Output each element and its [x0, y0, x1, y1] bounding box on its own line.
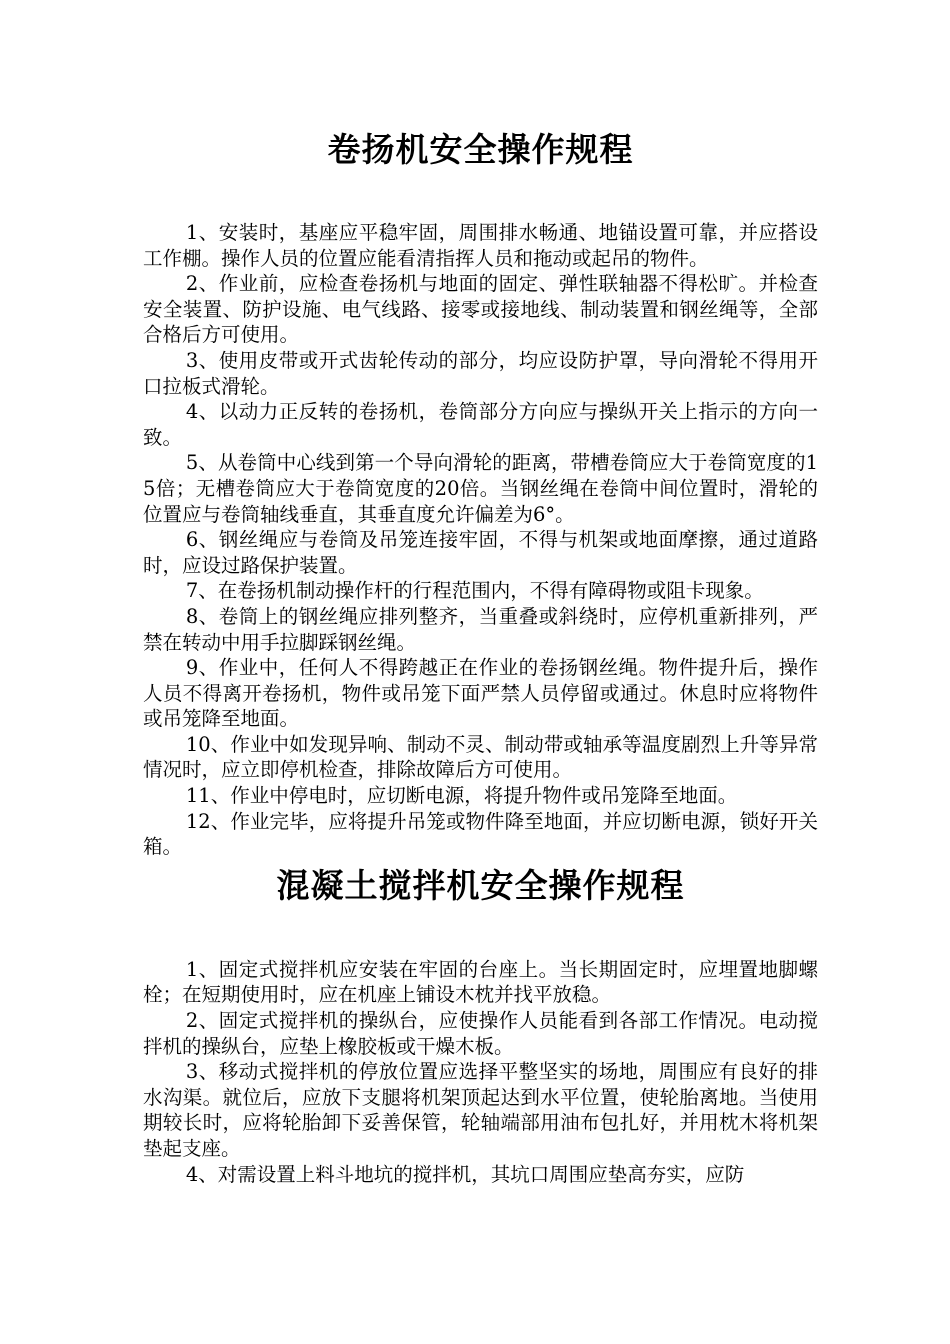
mixer-rule-1: 1、固定式搅拌机应安装在牢固的台座上。当长期固定时，应埋置地脚螺栓；在短期使用时，应在机座上铺设木枕并找平放稳。 [143, 957, 818, 1007]
mixer-rule-4: 4、对需设置上料斗地坑的搅拌机，其坑口周围应垫高夯实，应防 [185, 1162, 745, 1186]
section-title-winch: 卷扬机安全操作规程 [327, 130, 634, 169]
winch-rule-12: 12、作业完毕，应将提升吊笼或物件降至地面，并应切断电源，锁好开关箱。 [143, 809, 818, 859]
document-body [143, 126, 818, 1187]
mixer-rule-3: 3、移动式搅拌机的停放位置应选择平整坚实的场地，周围应有良好的排水沟渠。就位后，应放下支腿将机架顶起达到水平位置，使轮胎离地。当使用期较长时，应将轮胎卸下妥善保管，轮轴端部用油布包扎好，并用枕木将机架垫起支座。 [143, 1060, 818, 1160]
winch-rule-7: 7、在卷扬机制动操作杆的行程范围内，不得有障碍物或阻卡现象。 [185, 579, 764, 603]
winch-rule-10: 10、作业中如发现异响、制动不灵、制动带或轴承等温度剧烈上升等异常情况时，应立即停机检查，排除故障后方可使用。 [143, 732, 818, 782]
winch-rule-8: 8、卷筒上的钢丝绳应排列整齐，当重叠或斜绕时，应停机重新排列，严禁在转动中用手拉脚踩钢丝绳。 [143, 604, 818, 654]
winch-rule-1: 1、安装时，基座应平稳牢固，周围排水畅通、地锚设置可靠，并应搭设工作棚。操作人员的位置应能看清指挥人员和拖动或起吊的物件。 [143, 221, 818, 270]
winch-rule-4: 4、以动力正反转的卷扬机，卷筒部分方向应与操纵开关上指示的方向一致。 [143, 400, 818, 449]
winch-rule-2: 2、作业前，应检查卷扬机与地面的固定、弹性联轴器不得松旷。并检查安全装置、防护设施、电气线路、接零或接地线、制动装置和钢丝绳等，全部合格后方可使用。 [143, 272, 818, 347]
winch-rule-9: 9、作业中，任何人不得跨越正在作业的卷扬钢丝绳。物件提升后，操作人员不得离开卷扬机，物件或吊笼下面严禁人员停留或通过。休息时应将物件或吊笼降至地面。 [143, 656, 818, 731]
section-body-concrete-mixer [143, 957, 818, 1187]
section-title-concrete-mixer: 混凝土搅拌机安全操作规程 [276, 865, 685, 905]
winch-rule-5: 5、从卷筒中心线到第一个导向滑轮的距离，带槽卷筒应大于卷筒宽度的15倍；无槽卷筒应大于卷筒宽度的20倍。当钢丝绳在卷筒中间位置时，滑轮的位置应与卷筒轴线垂直，其垂直度允许偏差为6°。 [143, 451, 818, 526]
section-body-winch [143, 220, 818, 860]
mixer-rule-2: 2、固定式搅拌机的操纵台，应使操作人员能看到各部工作情况。电动搅拌机的操纵台，应垫上橡胶板或干燥木板。 [143, 1009, 818, 1058]
winch-rule-6: 6、钢丝绳应与卷筒及吊笼连接牢固，不得与机架或地面摩擦，通过道路时，应设过路保护装置。 [143, 528, 818, 577]
winch-rule-11: 11、作业中停电时，应切断电源，将提升物件或吊笼降至地面。 [185, 784, 738, 808]
winch-rule-3: 3、使用皮带或开式齿轮传动的部分，均应设防护罩，导向滑轮不得用开口拉板式滑轮。 [143, 348, 818, 398]
